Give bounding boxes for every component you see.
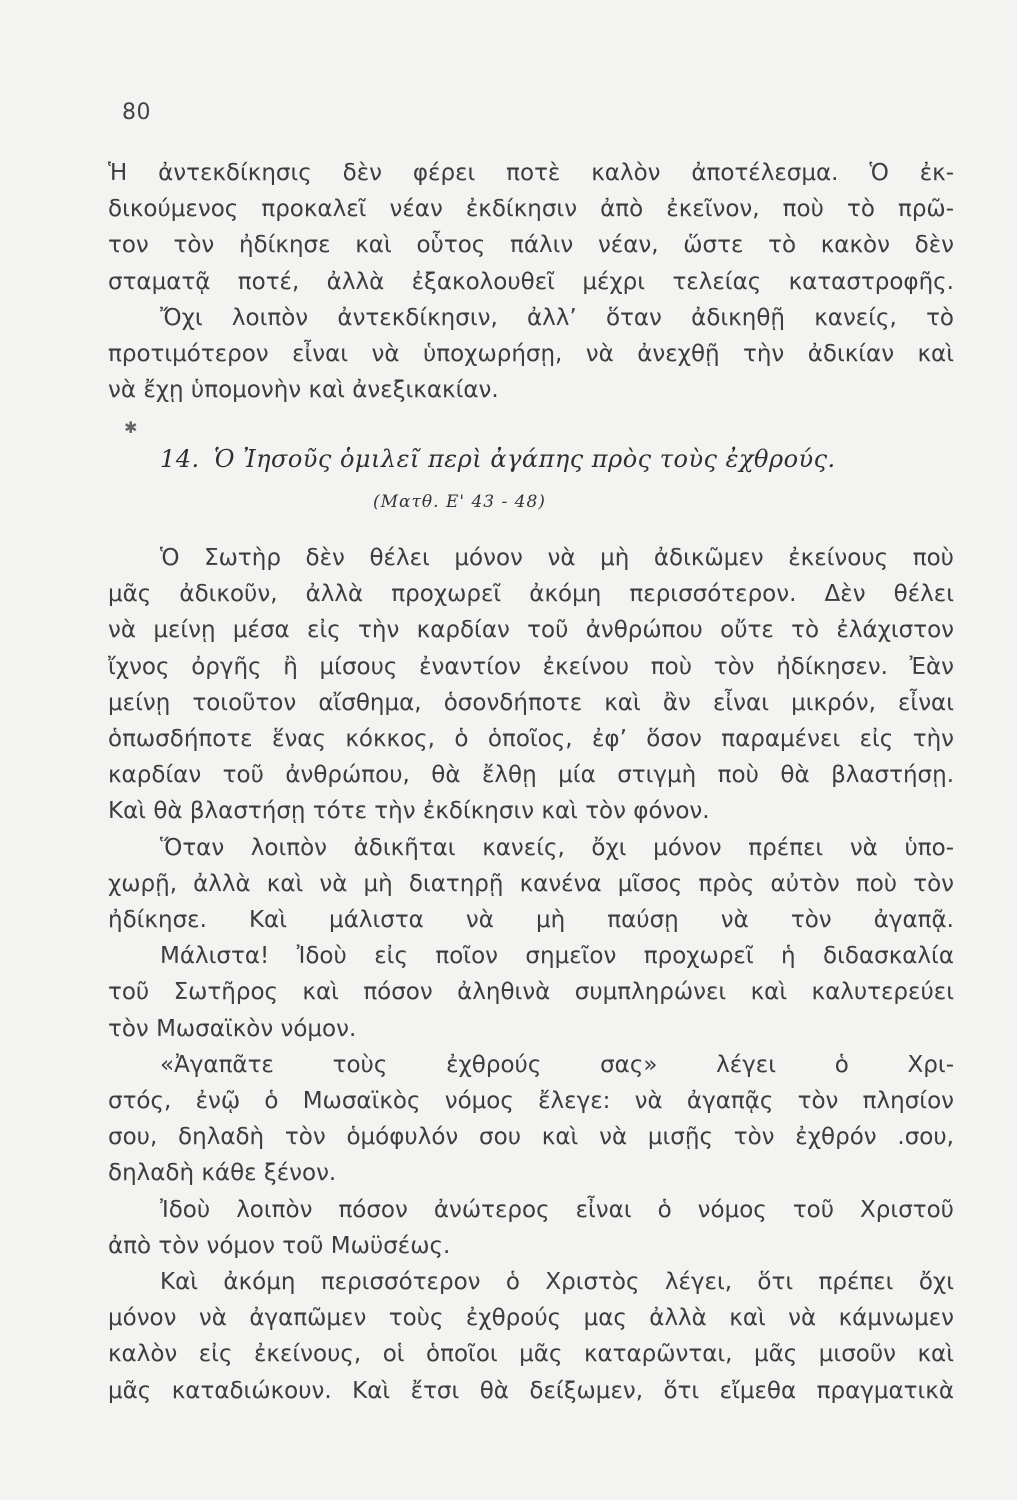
text-line: ἴχνος ὀργῆς ἢ μίσους ἐναντίον ἐκείνου ποὺ τὸν ἠδίκησεν. Ἐὰν [108,653,954,680]
text-line: «Ἀγαπᾶτε τοὺς ἐχθρούς σας» λέγει ὁ Χρι- [160,1051,954,1078]
scripture-reference: (Ματθ. Ε' 43 - 48) [373,492,546,512]
text-line: μᾶς ἀδικοῦν, ἀλλὰ προχωρεῖ ἀκόμη περισσότερον. Δὲν θέλει [108,581,954,608]
text-line: σταματᾷ ποτέ, ἀλλὰ ἐξακολουθεῖ μέχρι τελείας καταστροφῆς. [108,268,954,295]
section-title: Ὁ Ἰησοῦς ὁμιλεῖ περὶ ἀγάπης πρὸς τοὺς ἐχθρούς. [213,445,836,473]
text-line: Ὅταν λοιπὸν ἀδικῆται κανείς, ὄχι μόνον πρέπει νὰ ὑπο- [160,834,954,861]
text-line: νὰ ἔχῃ ὑπομονὴν καὶ ἀνεξικακίαν. [108,377,499,404]
section-heading [160,445,860,473]
text-line: καρδίαν τοῦ ἀνθρώπου, θὰ ἔλθῃ μία στιγμὴ ποὺ θὰ βλαστήσῃ. [108,762,954,789]
text-line: μόνον νὰ ἀγαπῶμεν τοὺς ἐχθρούς μας ἀλλὰ καὶ νὰ κάμνωμεν [108,1305,954,1332]
text-line: τὸν Μωσαϊκὸν νόμον. [108,1015,357,1042]
text-line: μείνῃ τοιοῦτον αἴσθημα, ὁσονδήποτε καὶ ἂν εἶναι μικρόν, εἶναι [108,689,954,716]
text-line: μᾶς καταδιώκουν. Καὶ ἔτσι θὰ δείξωμεν, ὅτι εἴμεθα πραγματικὰ [108,1377,954,1404]
text-line: δηλαδὴ κάθε ξένον. [108,1160,337,1187]
paragraph-revenge [108,155,954,408]
text-line: στός, ἐνῷ ὁ Μωσαϊκὸς νόμος ἔλεγε: νὰ ἀγαπᾷς τὸν πλησίον [108,1088,954,1115]
text-line: χωρῇ, ἀλλὰ καὶ νὰ μὴ διατηρῇ κανένα μῖσος πρὸς αὐτὸν ποὺ τὸν [108,870,954,897]
text-line: Καὶ ἀκόμη περισσότερον ὁ Χριστὸς λέγει, ὅτι πρέπει ὄχι [160,1269,954,1296]
text-line: ἀπὸ τὸν νόμον τοῦ Μωϋσέως. [108,1232,451,1259]
text-line: ἠδίκησε. Καὶ μάλιστα νὰ μὴ παύσῃ νὰ τὸν ἀγαπᾷ. [108,907,954,934]
text-line: Ὁ Σωτὴρ δὲν θέλει μόνον νὰ μὴ ἀδικῶμεν ἐκείνους ποὺ [160,545,954,571]
text-line: σου, δηλαδὴ τὸν ὁμόφυλόν σου καὶ νὰ μισῇς τὸν ἐχθρόν .σου, [108,1124,954,1151]
print-mark: ✱ [124,418,138,437]
text-line: ὁπωσδήποτε ἕνας κόκκος, ὁ ὁποῖος, ἐφ’ ὅσον παραμένει εἰς τὴν [108,726,954,753]
page-number: 80 [122,100,151,125]
section-body [108,540,954,1409]
text-line: τον τὸν ἠδίκησε καὶ οὗτος πάλιν νέαν, ὥστε τὸ κακὸν δὲν [108,232,954,259]
text-line: Ὄχι λοιπὸν ἀντεκδίκησιν, ἀλλ’ ὅταν ἀδικηθῇ κανείς, τὸ [160,304,954,331]
text-line: προτιμότερον εἶναι νὰ ὑποχωρήσῃ, νὰ ἀνεχθῇ τὴν ἀδικίαν καὶ [108,341,954,368]
text-line: Καὶ θὰ βλαστήσῃ τότε τὴν ἐκδίκησιν καὶ τὸν φόνον. [108,798,710,825]
text-line: Ἰδοὺ λοιπὸν πόσον ἀνώτερος εἶναι ὁ νόμος τοῦ Χριστοῦ [160,1196,954,1223]
text-line: νὰ μείνῃ μέσα εἰς τὴν καρδίαν τοῦ ἀνθρώπου οὔτε τὸ ἐλάχιστον [108,617,954,644]
text-line: Ἡ ἀντεκδίκησις δὲν φέρει ποτὲ καλὸν ἀποτέλεσμα. Ὁ ἐκ- [108,160,954,186]
text-line: δικούμενος προκαλεῖ νέαν ἐκδίκησιν ἀπὸ ἐκεῖνον, ποὺ τὸ πρῶ- [108,196,954,223]
text-line: καλὸν εἰς ἐκείνους, οἱ ὁποῖοι μᾶς καταρῶνται, μᾶς μισοῦν καὶ [108,1341,954,1368]
text-line: τοῦ Σωτῆρος καὶ πόσον ἀληθινὰ συμπληρώνει καὶ καλυτερεύει [108,979,954,1006]
section-number: 14. [160,445,200,473]
text-line: Μάλιστα! Ἰδοὺ εἰς ποῖον σημεῖον προχωρεῖ ἡ διδασκαλία [160,943,954,970]
